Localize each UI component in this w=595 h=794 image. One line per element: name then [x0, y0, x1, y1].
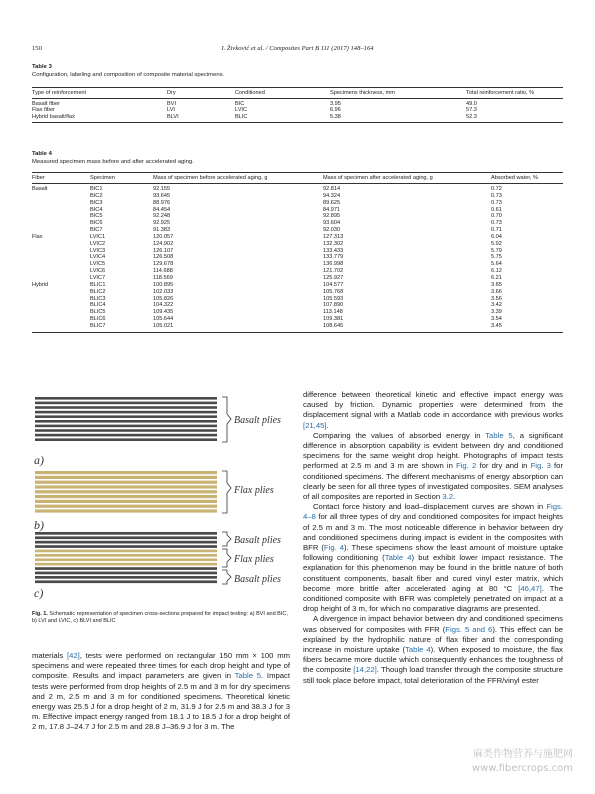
label-flax-plies-b: Flax plies — [234, 485, 274, 496]
table3-row — [32, 114, 563, 123]
bracket-c-mid — [222, 549, 231, 567]
section-link[interactable]: 3.2 — [442, 492, 453, 502]
table4-cell: LVIC3 — [90, 247, 106, 254]
table4-cell — [32, 220, 90, 227]
text-run: , a significant difference in absorption capability is evident between dry and conditioned specimens for the same weight drop height. Photographs of impact tests performed at 2.5 m and 3 m are shown in — [303, 430, 563, 471]
table4-cell: 109.381 — [323, 316, 344, 323]
table4-row — [32, 316, 563, 323]
table4-cell: Flax — [32, 233, 43, 240]
figures-5-6-link[interactable]: Figs. 5 and 6 — [445, 624, 493, 634]
table3-cell: 57.3 — [466, 107, 477, 114]
table4-cell: 92.248 — [153, 213, 171, 220]
table3-cell: LVIC — [235, 107, 248, 114]
table4-col-header: Mass of specimen before accelerated aging, g — [153, 175, 268, 181]
table4-cell: 126.107 — [153, 247, 174, 254]
basalt-ply — [35, 406, 217, 409]
table3-col-header: Dry — [167, 90, 176, 96]
table4-cell — [32, 302, 90, 309]
table4-cell: 0.73 — [491, 220, 502, 227]
text-run: for conditioned specimens. The different mechanisms of energy absorption can clearly be seen for all three types of investigated composites. SEM analyses of all composites are reported in Section — [303, 461, 563, 502]
bracket-c-top — [222, 532, 231, 546]
table4-cell: LVIC7 — [90, 274, 106, 281]
table3-cell: 49.0 — [466, 101, 477, 107]
journal-reference: I. Živković et al. / Composites Part B 111 (2017) 148–164 — [221, 45, 374, 52]
table4-row — [32, 261, 563, 268]
table4-cell: LVIC2 — [90, 240, 106, 247]
text-run: for dry and in — [476, 461, 531, 471]
table4-row — [32, 241, 563, 248]
table3-col-header: Type of reinforcement — [32, 90, 87, 96]
table4-cell: 125.927 — [323, 274, 344, 281]
figure-3-link[interactable]: Fig. 3 — [530, 461, 551, 471]
table4-col-header: Mass of specimen after accelerated aging, g — [323, 175, 433, 181]
table4-cell: 5.79 — [491, 247, 502, 254]
table4-cell: 94.324 — [323, 192, 341, 199]
table3-cell: Basalt fiber — [32, 101, 60, 107]
table4-cell: 132.302 — [323, 240, 344, 247]
table3-cell: BIC — [235, 101, 245, 107]
table4-cell: BLIC7 — [90, 322, 106, 329]
bracket-b — [222, 471, 231, 513]
text-run: materials — [32, 651, 67, 660]
table4-cell: 108.645 — [323, 322, 344, 329]
text-run: . Though load transfer through the composite structure still took place before impact, total deterioration of the FFR/vinyl ester — [303, 665, 563, 685]
table4-cell: 6.12 — [491, 268, 502, 275]
text-run: Comparing the values of absorbed energy in — [313, 430, 486, 440]
table4-cell — [32, 275, 90, 282]
table4-header-row — [32, 173, 563, 184]
table3-cell: BLIC — [235, 113, 248, 120]
text-run: . — [453, 492, 456, 502]
table4-row — [32, 248, 563, 255]
flax-ply — [35, 490, 217, 493]
citation-link[interactable]: [46,47] — [518, 583, 542, 593]
hybrid-ply — [35, 567, 217, 570]
table-5-link[interactable]: Table 5 — [234, 671, 262, 681]
table4-row — [32, 200, 563, 207]
table-5-link[interactable]: Table 5 — [485, 430, 513, 440]
table4-cell: 6.21 — [491, 274, 502, 281]
table3 — [32, 87, 563, 123]
table4-cell: 104.577 — [323, 281, 344, 288]
table4-row — [32, 234, 563, 241]
basalt-ply — [35, 402, 217, 405]
label-basalt-plies-c-top: Basalt plies — [234, 535, 281, 546]
flax-ply — [35, 481, 217, 484]
text-run: . — [326, 420, 329, 430]
watermark — [443, 748, 573, 776]
table4-caption-text: Measured specimen mass before and after accelerated aging. — [32, 159, 194, 165]
table4-cell: LVIC6 — [90, 268, 106, 275]
table3-cell: Flax fiber — [32, 107, 56, 114]
table3-col-header: Conditioned — [235, 90, 265, 96]
figure-4-link[interactable]: Fig. 4 — [323, 543, 344, 553]
page-number: 150 — [32, 45, 42, 52]
table4-cell: BIC4 — [90, 206, 103, 213]
flax-ply — [35, 485, 217, 488]
flax-ply — [35, 500, 217, 503]
bracket-c-bot — [222, 570, 231, 584]
table4-cell: LVIC5 — [90, 261, 106, 268]
table4-cell — [32, 261, 90, 268]
table4-cell: BLIC3 — [90, 295, 106, 302]
table4-cell: BIC1 — [90, 186, 103, 192]
table4-col-header: Specimen — [90, 175, 115, 181]
table4-cell — [32, 296, 90, 303]
table4-cell: 3.66 — [491, 288, 502, 295]
panel-c-label: c) — [34, 586, 44, 600]
table3-cell: 52.3 — [466, 113, 477, 120]
table4-cell: 84.454 — [153, 206, 171, 213]
table4-cell — [32, 200, 90, 207]
table4-cell: 3.45 — [491, 322, 502, 329]
table3-caption-text: Configuration, labeling and composition of composite material specimens. — [32, 72, 225, 78]
table4-cell: BLIC1 — [90, 281, 106, 288]
table4-cell: 3.39 — [491, 309, 502, 316]
table4-cell — [32, 316, 90, 323]
flax-ply — [35, 509, 217, 512]
table4-cell: LVIC1 — [90, 233, 106, 240]
table4-cell: LVIC4 — [90, 254, 106, 261]
table4-row — [32, 207, 563, 214]
table4-col-header: Absorbed water, % — [491, 175, 538, 181]
table4-cell — [32, 268, 90, 275]
table4-cell: 92.155 — [153, 186, 171, 192]
table4-cell: 114.688 — [153, 268, 173, 275]
panel-a-stack — [35, 397, 217, 441]
table4-cell: 3.56 — [491, 295, 502, 302]
panel-a-label: a) — [34, 453, 44, 467]
table4-cell — [32, 323, 90, 332]
table4-cell: BIC3 — [90, 199, 103, 206]
hybrid-ply — [35, 576, 217, 579]
flax-ply — [35, 476, 217, 479]
panel-b-stack — [35, 471, 217, 513]
table3-cell: LVI — [167, 107, 175, 114]
table-4-link[interactable]: Table 4 — [384, 553, 412, 563]
hybrid-ply — [35, 541, 217, 544]
watermark-line-2: www.fibercrops.com — [471, 763, 573, 774]
table4-row — [32, 184, 563, 193]
basalt-ply — [35, 397, 217, 400]
table4-cell: 133.779 — [323, 254, 344, 261]
table4-cell: 3.42 — [491, 302, 502, 309]
table4-cell: Basalt — [32, 186, 48, 192]
table4-cell: 105.021 — [153, 322, 174, 329]
table4-cell: 0.73 — [491, 192, 502, 199]
flax-ply — [35, 471, 217, 474]
hybrid-ply — [35, 558, 217, 561]
basalt-ply — [35, 415, 217, 418]
text-run: , tests were performed on rectangular 150 mm × 100 mm specimens and were repeated three times for each drop height and type of composite. Results and impact parameters are given in — [32, 651, 290, 681]
label-flax-plies-c-mid: Flax plies — [234, 554, 274, 565]
table4-cell: 121.702 — [323, 268, 344, 275]
table4-cell: 92.814 — [323, 186, 341, 192]
table4-cell: 0.70 — [491, 213, 502, 220]
table4-cell — [32, 309, 90, 316]
table4-cell: 5.92 — [491, 240, 502, 247]
table4-cell: BLIC5 — [90, 309, 106, 316]
table4-row — [32, 227, 563, 234]
text-run: ). When exposed to moisture, the flax fibers became more ductile which consequently enhances the toughness of the composite — [303, 645, 563, 675]
table4-cell: 129.678 — [153, 261, 174, 268]
table4-cell: 92.030 — [323, 227, 341, 234]
text-run: ). This effect can be explained by the hydrophilic nature of flax fiber and the corresponding increase in moisture uptake ( — [303, 624, 563, 655]
table4-cell: 92.895 — [323, 213, 341, 220]
table4-row — [32, 289, 563, 296]
basalt-ply — [35, 425, 217, 428]
table4-col-header: Fiber — [32, 175, 45, 181]
table4-cell: 107.890 — [323, 302, 344, 309]
label-basalt-plies-c-bot: Basalt plies — [234, 574, 281, 585]
table4-row — [32, 323, 563, 332]
table3-header-row — [32, 88, 563, 99]
basalt-ply — [35, 434, 217, 437]
table4-cell: 0.73 — [491, 199, 502, 206]
table4-cell: 5.75 — [491, 254, 502, 261]
label-basalt-plies-a: Basalt plies — [234, 415, 281, 426]
hybrid-ply — [35, 545, 217, 548]
table4-cell: 133.433 — [323, 247, 344, 254]
table4-cell: 3.54 — [491, 316, 502, 323]
hybrid-ply — [35, 536, 217, 539]
text-run: ). These specimens show the least amount of moisture uptake following conditioning ( — [303, 543, 563, 563]
table4-cell: 105.826 — [153, 295, 174, 302]
table3-row — [32, 99, 563, 108]
table4-cell — [32, 248, 90, 255]
table3-col-header: Total reinforcement ratio, % — [466, 90, 535, 96]
table4-cell: BIC7 — [90, 227, 103, 234]
table3-cell: BVI — [167, 101, 177, 107]
table4-cell — [32, 193, 90, 200]
basalt-ply — [35, 438, 217, 441]
table4-cell: 126.508 — [153, 254, 174, 261]
table4-cell: BLIC4 — [90, 302, 106, 309]
table4-cell: 109.435 — [153, 309, 174, 316]
text-run: ) but exhibit lower impact resistance. The explanation for this phenomenon may be found in the brittle nature of both constituent components, basalt fiber and cured vinyl ester matrix, which become more brittle after accelerated aging at 80 °C — [303, 553, 564, 593]
figure-1-caption-text: Schematic representation of specimen cross-sections prepared for impact testing: a) BVI and BIC, b) LVI and LVIC, c) BLVI and BLIC — [32, 611, 288, 625]
table4-cell — [32, 227, 90, 234]
table4-row — [32, 213, 563, 220]
table4-cell: 5.64 — [491, 261, 502, 268]
table3-cell: BLVI — [167, 113, 179, 120]
hybrid-ply — [35, 554, 217, 557]
table4-row — [32, 302, 563, 309]
hybrid-ply — [35, 532, 217, 535]
figure-1-caption-label: Fig. 1. — [32, 611, 48, 617]
table4-row — [32, 282, 563, 289]
table4-row — [32, 254, 563, 261]
paragraph — [303, 431, 563, 502]
table4-label: Table 4 — [32, 151, 52, 157]
text-run: Contact force history and load–displacement curves are shown in — [313, 502, 547, 512]
table3-cell: 3.95 — [330, 101, 341, 107]
table3-cell: 5.38 — [330, 113, 341, 120]
table4-cell: 92.925 — [153, 220, 171, 227]
table4-cell: 105.593 — [323, 295, 344, 302]
table4-cell: 124.902 — [153, 240, 174, 247]
table4-cell — [32, 207, 90, 214]
table4-cell: 104.322 — [153, 302, 174, 309]
bracket-a — [222, 397, 231, 442]
table4-cell — [32, 213, 90, 220]
table4-row — [32, 220, 563, 227]
table4-cell: 89.625 — [323, 199, 341, 206]
table4-cell: BIC6 — [90, 220, 103, 227]
table4-cell: 113.148 — [323, 309, 343, 316]
table4-row — [32, 275, 563, 282]
table4-cell: 6.04 — [491, 233, 502, 240]
table4-cell: 100.895 — [153, 281, 174, 288]
table4-row — [32, 193, 563, 200]
table4 — [32, 172, 563, 333]
figures-4-8-link[interactable]: Figs. 4–8 — [303, 502, 563, 522]
table4-cell: Hybrid — [32, 281, 49, 288]
hybrid-ply — [35, 572, 217, 575]
table4-cell: BLIC2 — [90, 288, 106, 295]
table4-row — [32, 296, 563, 303]
table4-cell: 136.998 — [323, 261, 344, 268]
body-text-right-column — [303, 390, 563, 686]
figure-1 — [32, 392, 294, 602]
table4-cell: BIC5 — [90, 213, 103, 220]
flax-ply — [35, 495, 217, 498]
table4-cell: 118.569 — [153, 274, 173, 281]
table4-cell — [32, 241, 90, 248]
table4-cell: 0.72 — [491, 186, 502, 192]
paragraph — [303, 390, 563, 431]
table4-cell: 93.645 — [153, 192, 171, 199]
figure-1-caption — [32, 611, 290, 626]
table4-cell: 91.383 — [153, 227, 171, 234]
hybrid-ply — [35, 563, 217, 566]
basalt-ply — [35, 429, 217, 432]
text-run: A divergence in impact behavior between dry and conditioned specimens was observed for composites with FFR ( — [303, 614, 563, 634]
watermark-line-1: 麻类作物营养与施肥网 — [473, 749, 573, 760]
text-run: difference between theoretical kinetic and effective impact energy was caused by friction. Dynamic properties were determined from the displacement signal with a Matlab code in accordance with previous works — [303, 390, 563, 420]
flax-ply — [35, 505, 217, 508]
table4-cell: 84.971 — [323, 206, 341, 213]
table4-cell: 93.604 — [323, 220, 341, 227]
paragraph — [32, 651, 290, 733]
text-run: . The conditioned composite with BFR was completely penetrated on impact at a drop height of 3 m, for which no comparative diagrams are presented. — [303, 583, 563, 614]
table3-cell: Hybrid basalt/flax — [32, 113, 75, 120]
figure-2-link[interactable]: Fig. 2 — [456, 461, 477, 471]
table4-row — [32, 309, 563, 316]
table4-row — [32, 268, 563, 275]
table4-caption — [32, 150, 194, 166]
text-run: for all three types of dry and conditioned composites for impact heights of 2.5 m and 3 m. The most noticeable difference in behavior between dry and conditioned specimens during impact is evident in the composites with BFR ( — [303, 512, 563, 553]
table4-cell: 0.71 — [491, 227, 502, 234]
citation-link[interactable]: [14,22] — [353, 665, 377, 675]
table3-caption — [32, 63, 224, 79]
table4-cell — [32, 289, 90, 296]
basalt-ply — [35, 411, 217, 414]
citation-link[interactable]: [21,45] — [303, 420, 327, 430]
table4-cell: 102.033 — [153, 288, 174, 295]
panel-b-label: b) — [34, 518, 44, 532]
table4-cell: 0.61 — [491, 206, 502, 213]
text-run: . Impact tests were performed from drop heights of 2.5 m and 3 m for dry specimens and 2 m, 2.5 m and 3 m for conditioned specimens. Theoretical kinetic energy was 25.5 J for a drop height of 2 m, 31.9 J for 2.5 m and 38.3 J for 3 m. Effective impact energy ranged from 18.1 J to 18.5 J for a drop height of 2 m, 17.8 J–24.7 J for 2.5 m and 28.8 J–36.9 J for 3 m. The — [32, 671, 291, 732]
hybrid-ply — [35, 550, 217, 553]
hybrid-ply — [35, 580, 217, 583]
table3-cell: 6.96 — [330, 107, 341, 114]
table4-cell: BLIC6 — [90, 316, 106, 323]
paragraph — [303, 614, 563, 685]
panel-c-stack — [35, 532, 217, 583]
basalt-ply — [35, 420, 217, 423]
citation-link[interactable]: [42] — [66, 651, 80, 660]
specimen-cross-section-schematic — [32, 392, 294, 602]
table-4-link[interactable]: Table 4 — [405, 645, 431, 655]
table4-cell: 127.313 — [323, 233, 344, 240]
table4-cell: 105.768 — [323, 288, 344, 295]
table3-label: Table 3 — [32, 64, 52, 70]
table4-cell: BIC2 — [90, 192, 103, 199]
table4-cell — [32, 254, 90, 261]
table4-cell: 88.976 — [153, 199, 171, 206]
paragraph — [303, 502, 563, 614]
table4-cell: 120.057 — [153, 233, 174, 240]
table4-cell: 3.65 — [491, 281, 502, 288]
table3-col-header: Specimens thickness, mm — [330, 90, 395, 96]
table4-cell: 105.644 — [153, 316, 174, 323]
body-text-left-column — [32, 651, 290, 733]
